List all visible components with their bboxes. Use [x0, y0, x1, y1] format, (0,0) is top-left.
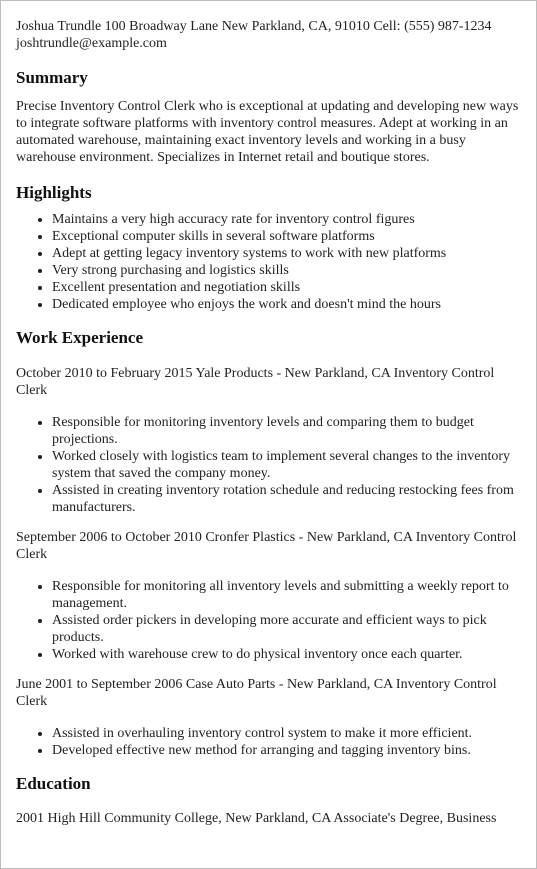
job-duties-list [16, 578, 522, 663]
job-duty-item: • Developed effective new method for arranging and tagging inventory bins. [52, 742, 522, 759]
job-duty-item: • Assisted in overhauling inventory control system to make it more efficient. [52, 725, 522, 742]
job-duty-item: • Responsible for monitoring all inventory levels and submitting a weekly report to management. [52, 578, 522, 612]
work-experience-heading: Work Experience [16, 328, 144, 347]
highlight-item: • Dedicated employee who enjoys the work and doesn't mind the hours [52, 296, 522, 313]
job-heading: October 2010 to February 2015 Yale Products - New Parkland, CA Inventory Control Clerk [16, 366, 495, 398]
highlights-heading: Highlights [16, 183, 92, 202]
job-heading: June 2001 to September 2006 Case Auto Parts - New Parkland, CA Inventory Control Clerk [16, 677, 497, 709]
highlight-item: • Adept at getting legacy inventory systems to work with new platforms [52, 245, 522, 262]
job-duty-item: • Worked closely with logistics team to implement several changes to the inventory system that saved the company money. [52, 448, 522, 482]
contact-info: Joshua Trundle 100 Broadway Lane New Parkland, CA, 91010 Cell: (555) 987-1234 joshtrundle@example.com [16, 19, 492, 51]
highlight-item: • Maintains a very high accuracy rate for inventory control figures [52, 211, 522, 228]
highlight-item: • Exceptional computer skills in several software platforms [52, 228, 522, 245]
education-text: 2001 High Hill Community College, New Parkland, CA Associate's Degree, Business [16, 811, 497, 826]
job-heading: September 2006 to October 2010 Cronfer Plastics - New Parkland, CA Inventory Control Clerk [16, 530, 517, 562]
highlights-list [16, 211, 522, 313]
job-duty-item: • Worked with warehouse crew to do physical inventory once each quarter. [52, 646, 522, 663]
highlight-item: • Excellent presentation and negotiation skills [52, 279, 522, 296]
summary-heading: Summary [16, 68, 88, 87]
highlight-item: • Very strong purchasing and logistics skills [52, 262, 522, 279]
job-duty-item: • Assisted order pickers in developing more accurate and efficient ways to pick products. [52, 612, 522, 646]
job-duties-list [16, 414, 522, 516]
summary-text: Precise Inventory Control Clerk who is exceptional at updating and developing new ways to integrate software platforms with inventory control measures. Adept at working in an automated warehouse, maintaining exact inventory levels and working in a busy warehouse environment. Specializes in Internet retail and boutique stores. [16, 99, 519, 165]
job-duty-item: • Assisted in creating inventory rotation schedule and reducing restocking fees from manufacturers. [52, 482, 522, 516]
job-duties-list [16, 725, 522, 759]
education-heading: Education [16, 774, 91, 793]
job-duty-item: • Responsible for monitoring inventory levels and comparing them to budget projections. [52, 414, 522, 448]
